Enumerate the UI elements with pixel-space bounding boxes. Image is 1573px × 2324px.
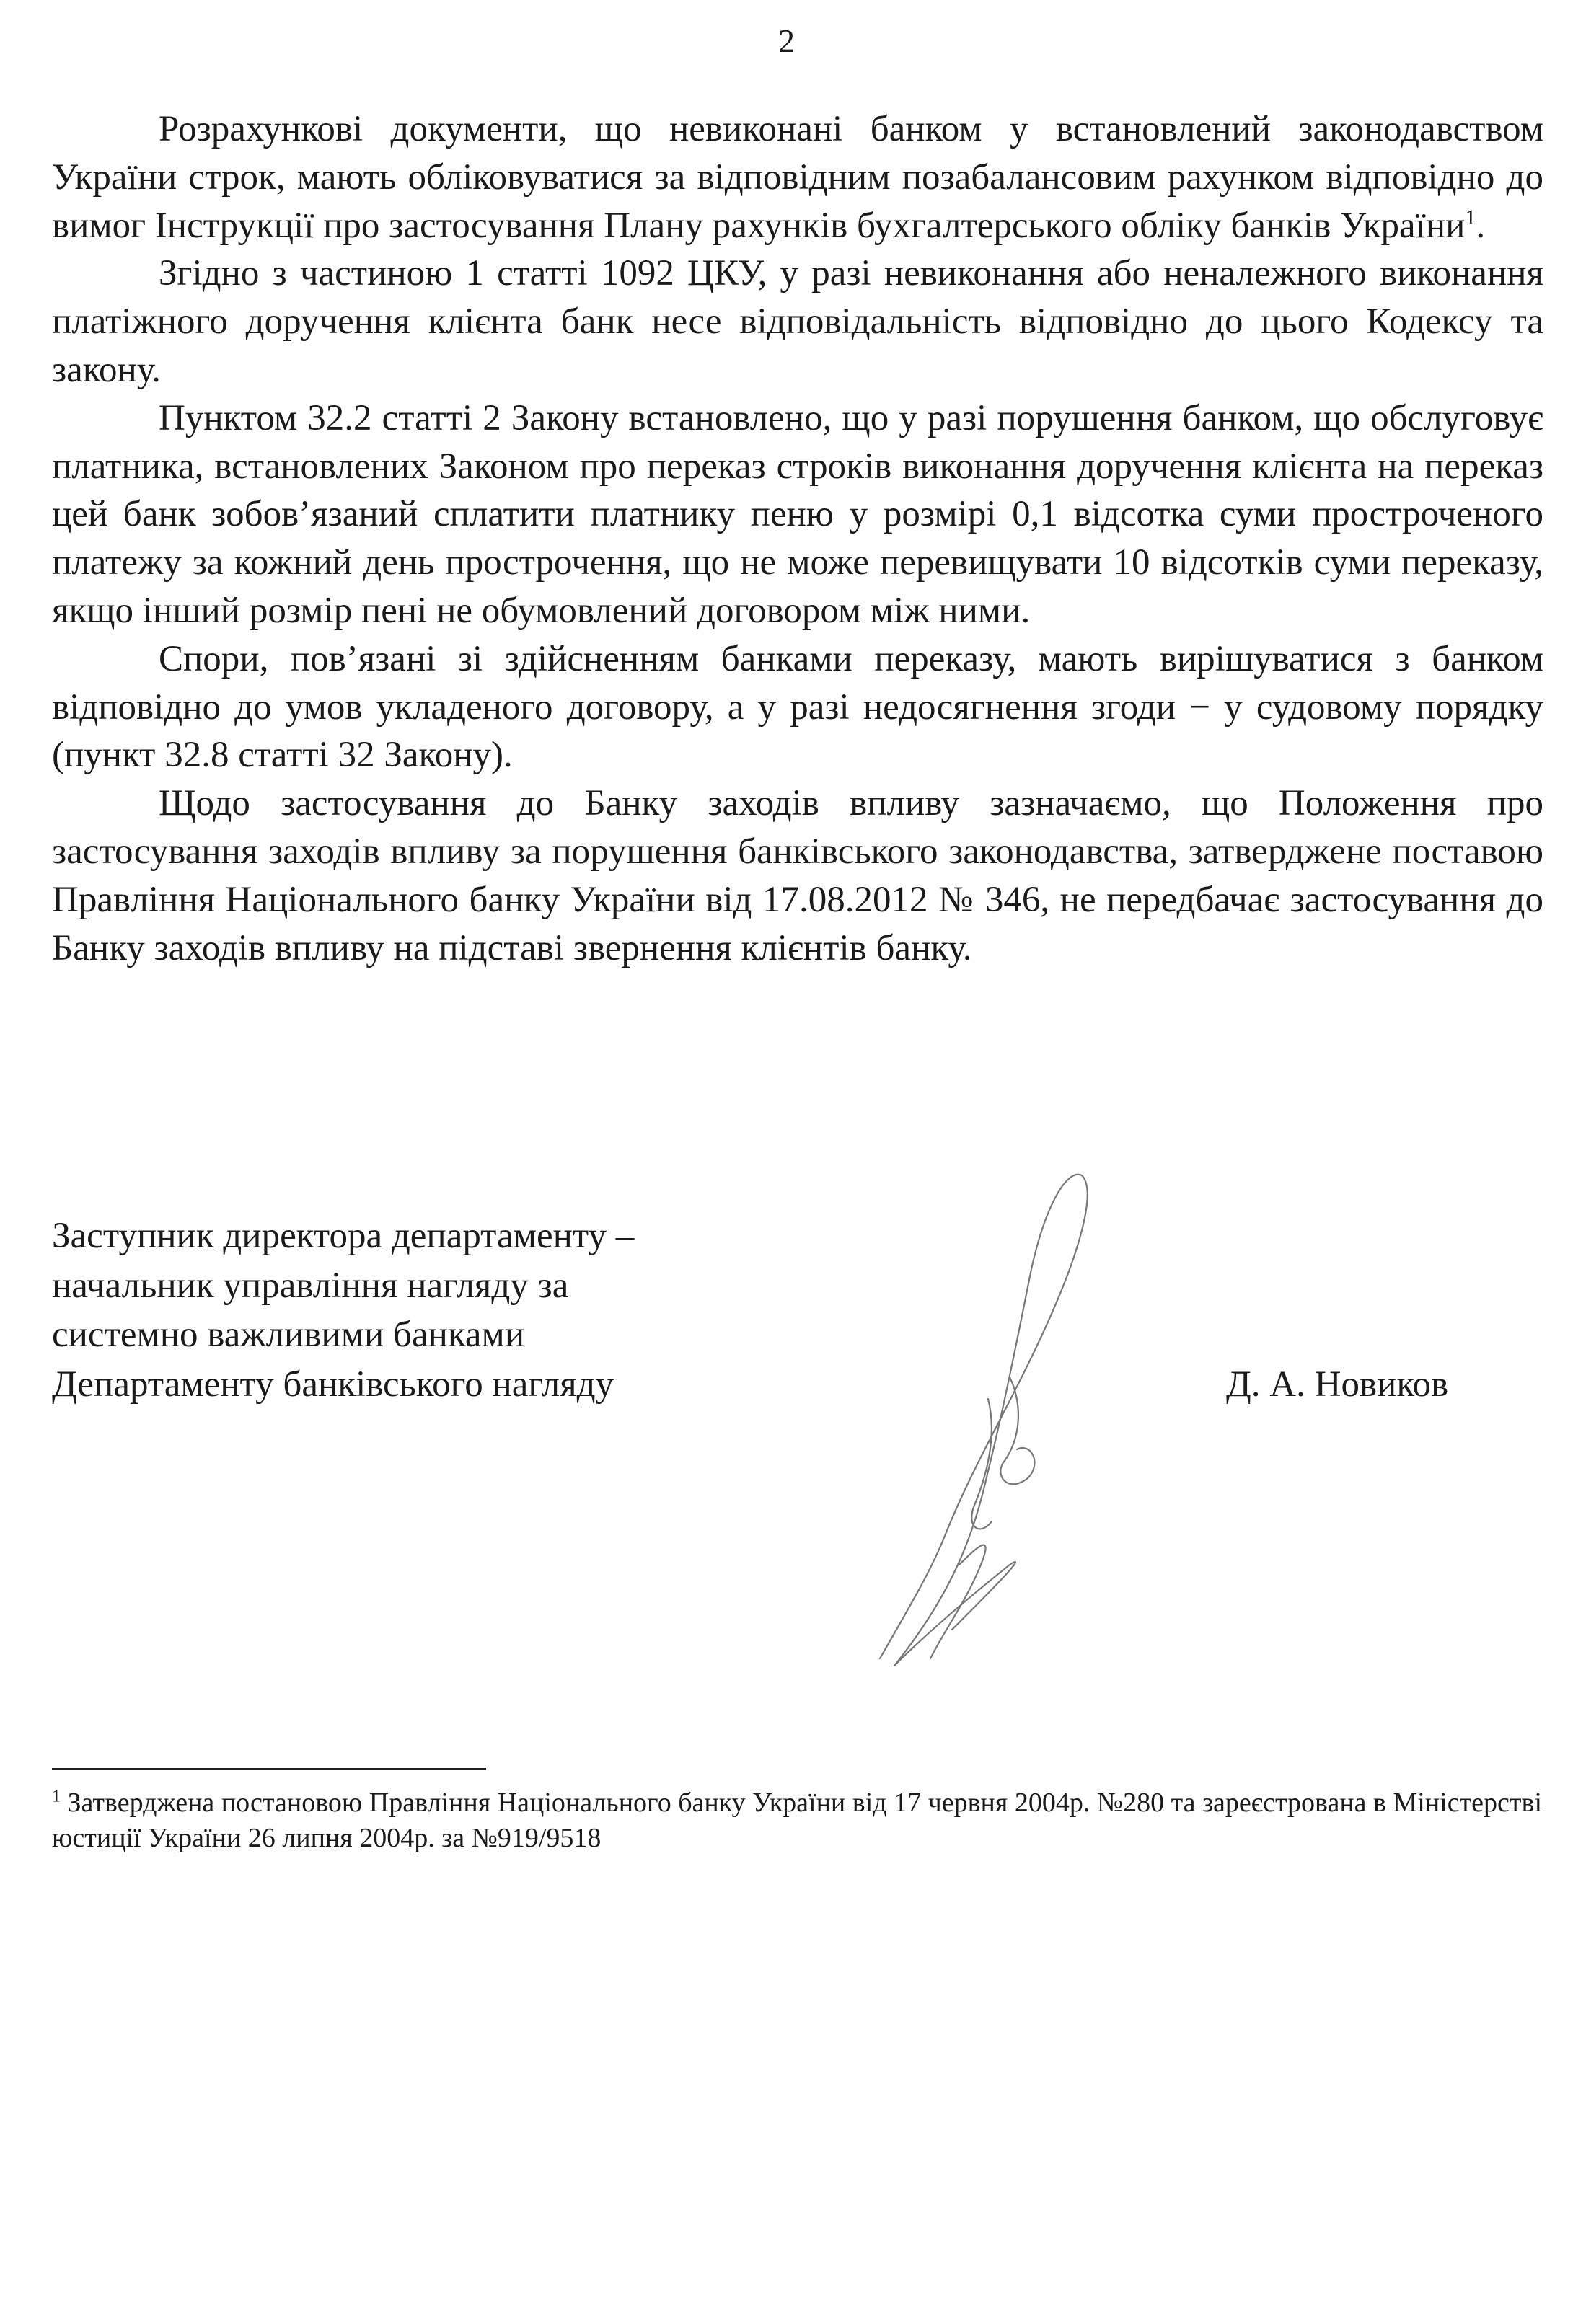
footnote <box>52 1785 1543 1856</box>
signatory-title-line: начальник управління нагляду за <box>52 1265 569 1306</box>
paragraph-settlement-documents <box>52 105 1543 249</box>
signatory-title-line: системно важливими банками <box>52 1315 525 1355</box>
signatory-name: Д. А. Новиков <box>1226 1364 1449 1405</box>
signatory-title <box>52 1211 634 1409</box>
footnote-text: Затверджена постановою Правління Національного банку України від 17 червня 2004р. №280 та зареєстрована в Міністерстві юстиції України 26 липня 2004р. за №919/9518 <box>52 1788 1543 1853</box>
paragraph-civil-code: Згідно з частиною 1 статті 1092 ЦКУ, у разі невиконання або неналежного виконання платіжного доручення клієнта банк несе відповідальність відповідно до цього Кодексу та закону. <box>52 253 1543 390</box>
footnote-marker: 1 <box>52 1787 61 1806</box>
page-number: 2 <box>778 22 795 59</box>
handwritten-signature <box>865 1161 1111 1680</box>
paragraph-measures: Щодо застосування до Банку заходів впливу зазначаємо, що Положення про застосування заходів впливу за порушення банківського законодавства, затверджене поставою Правління Національного банку України від 17.08.2012 № 346, не передбачає застосування до Банку заходів впливу на підставі звернення клієнтів банку. <box>52 783 1543 968</box>
paragraph-text: Розрахункові документи, що невиконані банком у встановлений законодавством України строк, мають обліковуватися за відповідним позабалансовим рахунком відповідно до вимог Інструкції про застосування Плану рахунків бухгалтерського обліку банків України <box>52 109 1543 246</box>
paragraph-disputes: Спори, пов’язані зі здійсненням банками переказу, мають вирішуватися з банком відповідно до умов укладеного договору, а у разі недосягнення згоди − у судовому порядку (пункт 32.8 статті 32 Закону). <box>52 638 1543 776</box>
signatory-title-line: Заступник директора департаменту – <box>52 1216 635 1256</box>
footnote-separator <box>52 1768 486 1770</box>
footnote-reference: 1 <box>1465 205 1476 229</box>
signatory-title-line: Департаменту банківського нагляду <box>52 1364 614 1405</box>
paragraph-penalty: Пунктом 32.2 статті 2 Закону встановлено, що у разі порушення банком, що обслуговує платника, встановлених Законом про переказ строків виконання доручення клієнта на переказ цей банк зобов’язаний сплатити платнику пеню у розмірі 0,1 відсотка суми простроченого платежу за кожний день прострочення, що не може перевищувати 10 відсотків суми переказу, якщо інший розмір пені не обумовлений договором між ними. <box>52 397 1543 631</box>
paragraph-tail: . <box>1476 205 1486 246</box>
letter-body <box>52 105 1543 972</box>
